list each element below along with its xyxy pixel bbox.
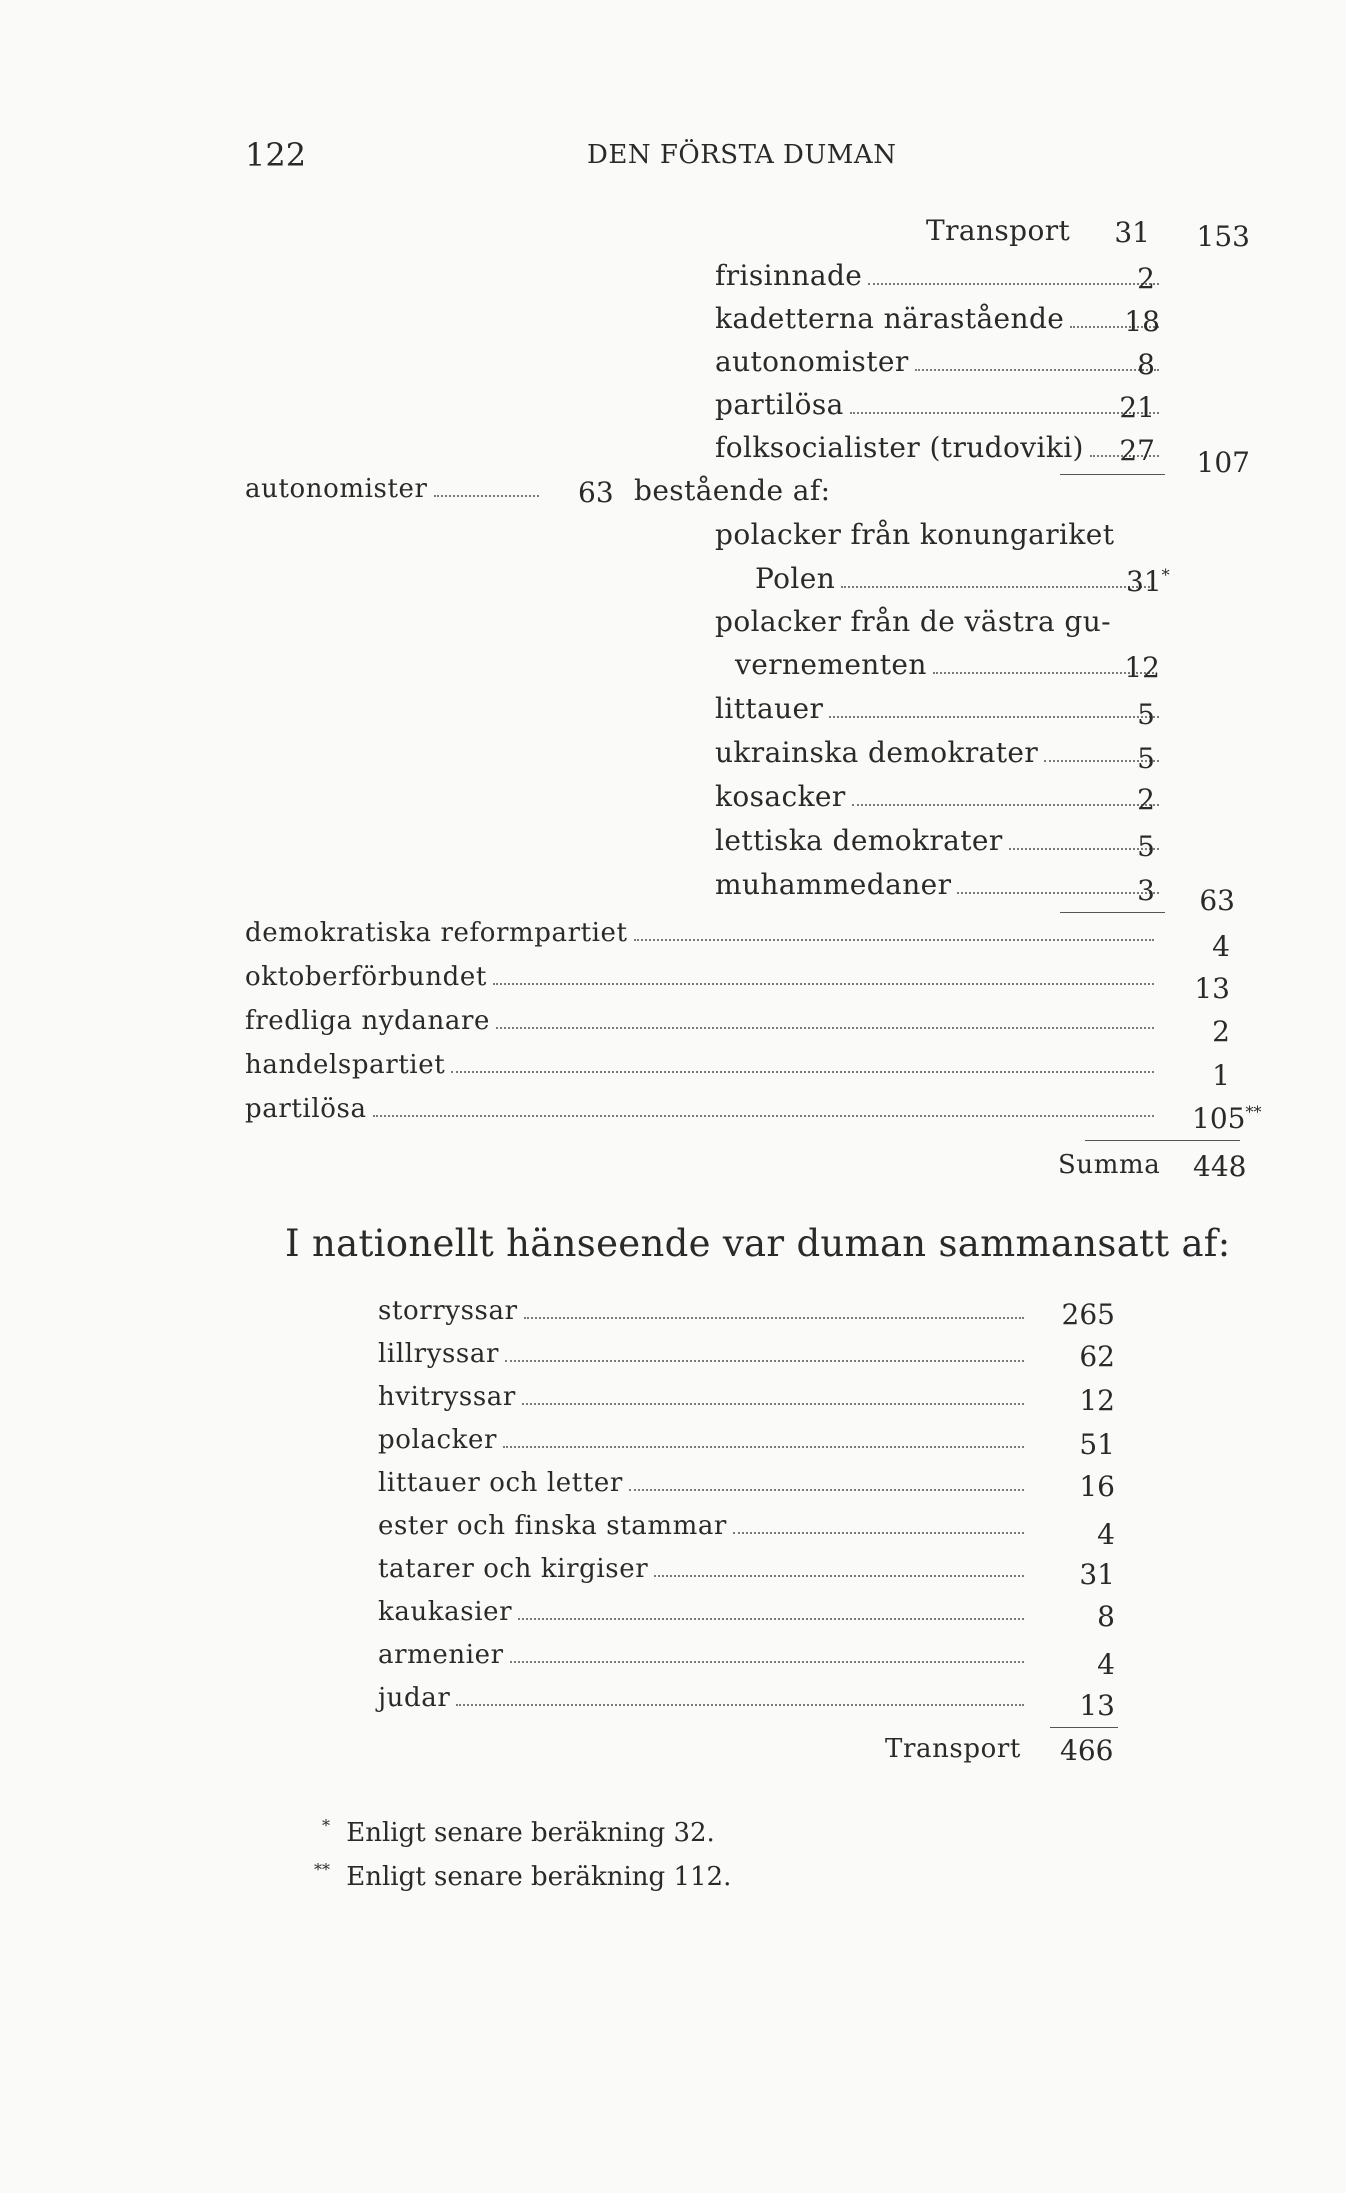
row-value: 13 xyxy=(1194,972,1230,1005)
group1-row xyxy=(715,302,1165,335)
row-value: 2 xyxy=(1137,783,1155,816)
row-value: 1 xyxy=(1212,1059,1230,1092)
row-label: muhammedaner xyxy=(715,868,952,901)
row-value: 4 xyxy=(1097,1648,1115,1681)
row-label: autonomister xyxy=(245,474,428,504)
other-row xyxy=(245,1006,1160,1036)
row-label: handelspartiet xyxy=(245,1050,446,1080)
item-line: polacker från de västra gu- xyxy=(715,605,1112,638)
autonomister-total: 63 xyxy=(1199,884,1235,917)
row-value: 31 xyxy=(1079,1558,1115,1591)
row-label: oktoberförbundet xyxy=(245,962,487,992)
row-value: 4 xyxy=(1212,930,1230,963)
nationality-row xyxy=(378,1683,1030,1713)
row-value: 12 xyxy=(1079,1384,1115,1417)
row-label: partilösa xyxy=(245,1094,367,1124)
autonomister-row xyxy=(245,474,545,504)
row-value: 5 xyxy=(1137,742,1155,775)
row-value: 5 xyxy=(1137,698,1155,731)
footnote-mark: * xyxy=(322,1816,330,1835)
row-value: 51 xyxy=(1079,1428,1115,1461)
group1-row xyxy=(715,345,1165,378)
nationality-row xyxy=(378,1382,1030,1412)
autonomister-item xyxy=(715,824,1165,857)
other-row xyxy=(245,1050,1160,1080)
row-value: 21 xyxy=(1119,391,1155,424)
footnote-text: Enligt senare beräkning 112. xyxy=(346,1861,732,1892)
row-value: 3 xyxy=(1137,874,1155,907)
row-value: 16 xyxy=(1079,1470,1115,1503)
nationality-row xyxy=(378,1468,1030,1498)
row-label: littauer och letter xyxy=(378,1468,623,1498)
page-number: 122 xyxy=(245,136,307,174)
total-rule xyxy=(1085,1140,1240,1141)
footnote-mark: * xyxy=(1161,565,1170,585)
row-value: 27 xyxy=(1119,434,1155,467)
row-label: lillryssar xyxy=(378,1339,499,1369)
autonomister-text: bestående af: xyxy=(634,474,831,507)
row-value: 8 xyxy=(1097,1600,1115,1633)
row-value: 265 xyxy=(1061,1298,1115,1331)
transport-col2: 153 xyxy=(1196,220,1250,253)
group1-total: 107 xyxy=(1196,446,1250,479)
footnote-mark: ** xyxy=(314,1860,330,1879)
autonomister-item xyxy=(715,692,1165,725)
transport-label: Transport xyxy=(926,214,1071,247)
running-title: DEN FÖRSTA DUMAN xyxy=(587,140,897,170)
summa-label: Summa xyxy=(1058,1150,1161,1180)
group1-row xyxy=(715,388,1165,421)
row-label: ester och finska stammar xyxy=(378,1511,727,1541)
autonomister-item xyxy=(715,736,1165,769)
nationality-row xyxy=(378,1511,1030,1541)
total-rule xyxy=(1050,1727,1118,1728)
row-value: 8 xyxy=(1137,348,1155,381)
autonomister-item xyxy=(755,562,1160,595)
row-label: partilösa xyxy=(715,388,844,421)
row-label: hvitryssar xyxy=(378,1382,516,1412)
autonomister-item xyxy=(715,780,1165,813)
row-label: demokratiska reformpartiet xyxy=(245,918,628,948)
nationality-row xyxy=(378,1640,1030,1670)
row-label: polacker xyxy=(378,1425,498,1455)
row-label: fredliga nydanare xyxy=(245,1006,490,1036)
row-label: autonomister xyxy=(715,345,909,378)
row-value: 13 xyxy=(1079,1689,1115,1722)
footnote-mark: ** xyxy=(1245,1102,1262,1122)
other-row xyxy=(245,1094,1160,1124)
row-label: vernementen xyxy=(735,648,927,681)
nationality-row xyxy=(378,1339,1030,1369)
row-label: storryssar xyxy=(378,1296,518,1326)
row-label: frisinnade xyxy=(715,259,863,292)
transport-value-2: 466 xyxy=(1060,1734,1114,1767)
row-label: lettiska demokrater xyxy=(715,824,1003,857)
nationality-row xyxy=(378,1597,1030,1627)
row-label: ukrainska demokrater xyxy=(715,736,1039,769)
subtotal-rule xyxy=(1060,474,1165,475)
transport-label-2: Transport xyxy=(885,1734,1021,1764)
group1-row xyxy=(715,431,1165,464)
row-label: kosacker xyxy=(715,780,846,813)
row-value: 105** xyxy=(1192,1102,1262,1135)
nationality-row xyxy=(378,1296,1030,1326)
row-value: 2 xyxy=(1212,1015,1230,1048)
row-value: 62 xyxy=(1079,1340,1115,1373)
autonomister-item xyxy=(715,868,1165,901)
group1-row xyxy=(715,259,1165,292)
row-value: 5 xyxy=(1137,830,1155,863)
row-value: 12 xyxy=(1124,651,1160,684)
row-value: 31* xyxy=(1126,565,1170,598)
summa-value: 448 xyxy=(1193,1150,1247,1183)
row-label: littauer xyxy=(715,692,824,725)
row-label: folksocialister (trudoviki) xyxy=(715,431,1084,464)
row-label: kadetterna närastående xyxy=(715,302,1065,335)
row-value: 2 xyxy=(1137,262,1155,295)
row-label: tatarer och kirgiser xyxy=(378,1554,649,1584)
other-row xyxy=(245,962,1160,992)
row-label: judar xyxy=(378,1683,451,1713)
row-value: 18 xyxy=(1124,305,1160,338)
row-label: armenier xyxy=(378,1640,504,1670)
row-label: kaukasier xyxy=(378,1597,513,1627)
section-heading: I nationellt hänseende var duman sammansatt af: xyxy=(285,1222,1231,1265)
row-label: Polen xyxy=(755,562,836,595)
row-value: 4 xyxy=(1097,1518,1115,1551)
nationality-row xyxy=(378,1554,1030,1584)
nationality-row xyxy=(378,1425,1030,1455)
autonomister-item xyxy=(735,648,1160,681)
transport-col1: 31 xyxy=(1114,216,1150,249)
footnote xyxy=(314,1860,731,1892)
item-line: polacker från konungariket xyxy=(715,518,1115,551)
footnote-text: Enligt senare beräkning 32. xyxy=(346,1817,715,1848)
footnote xyxy=(322,1816,715,1848)
other-row xyxy=(245,918,1160,948)
autonomister-count: 63 xyxy=(578,476,614,509)
subtotal-rule xyxy=(1060,912,1165,913)
